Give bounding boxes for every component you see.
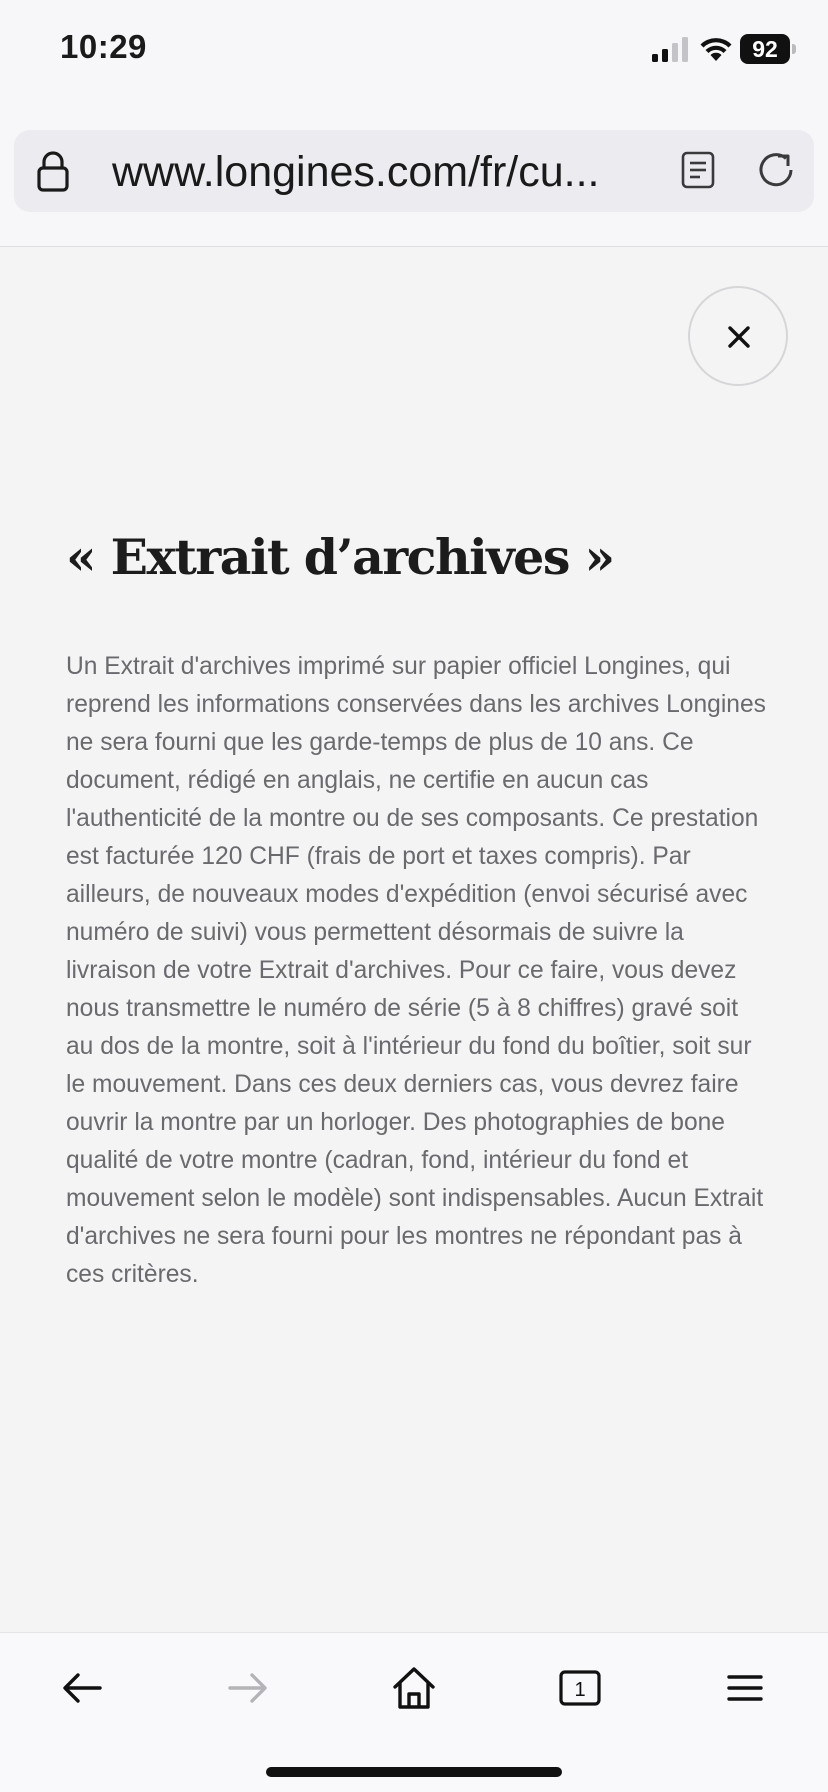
browser-toolbar xyxy=(0,1632,828,1792)
reload-icon[interactable] xyxy=(754,148,798,192)
battery-indicator: 92 xyxy=(740,34,790,64)
tabs-icon xyxy=(555,1663,605,1713)
status-bar xyxy=(0,0,828,100)
close-icon xyxy=(728,326,750,348)
modal-title: « Extrait d’archives » xyxy=(66,528,614,586)
wifi-icon xyxy=(698,34,734,62)
menu-button[interactable] xyxy=(720,1663,770,1713)
browser-address-area xyxy=(0,100,828,247)
lock-icon xyxy=(36,150,70,192)
tabs-button[interactable] xyxy=(555,1663,605,1713)
forward-button[interactable] xyxy=(222,1663,272,1713)
cellular-signal-icon xyxy=(652,36,690,62)
home-icon xyxy=(389,1663,439,1713)
tab-count: 1 xyxy=(574,1679,586,1701)
back-arrow-icon xyxy=(58,1663,108,1713)
close-button[interactable] xyxy=(688,286,788,386)
menu-icon xyxy=(720,1663,770,1713)
modal-content xyxy=(0,248,828,1632)
forward-arrow-icon xyxy=(222,1663,272,1713)
url-text[interactable]: www.longines.com/fr/cu... xyxy=(112,148,600,196)
status-time: 10:29 xyxy=(60,28,147,65)
modal-body-text: Un Extrait d'archives imprimé sur papier officiel Longines, qui reprend les informations conservées dans les archives Longines ne sera fourni que les garde-temps de plus de 10 ans. Ce document, rédigé en anglais, ne certifie en aucun cas l'authenticité de la montre ou de ses composants. Ce prestation est facturée 120 CHF (frais de port et taxes compris). Par ailleurs, de nouveaux modes d'expédition (envoi sécurisé avec numéro de suivi) vous permettent désormais de suivre la livraison de votre Extrait d'archives. Pour ce faire, vous devez nous transmettre le numéro de série (5 à 8 chiffres) gravé soit au dos de la montre, soit à l'intérieur du fond du boîtier, soit sur le mouvement. Dans ces deux derniers cas, vous devrez faire ouvrir la montre par un horloger. Des photographies de bone qualité de votre montre (cadran, fond, intérieur du fond et mouvement selon le modèle) sont indispensables. Aucun Extrait d'archives ne sera fourni pour les montres ne répondant pas à ces critères. xyxy=(66,653,766,1288)
home-indicator xyxy=(266,1767,562,1777)
reader-mode-icon[interactable] xyxy=(678,150,718,190)
back-button[interactable] xyxy=(58,1663,108,1713)
home-button[interactable] xyxy=(389,1663,439,1713)
battery-nub xyxy=(792,44,796,54)
address-bar[interactable] xyxy=(14,130,814,212)
